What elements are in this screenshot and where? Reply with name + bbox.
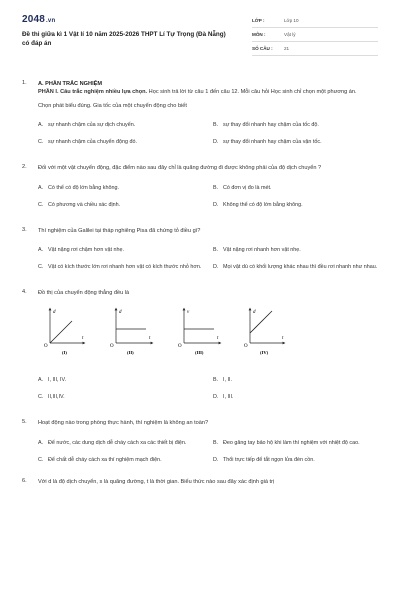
- option-a[interactable]: [38, 246, 205, 254]
- option-text: Không thể có độ lớn bằng không.: [223, 201, 303, 208]
- option-b[interactable]: [213, 246, 380, 254]
- meta-row-class: [252, 14, 378, 28]
- question-number: 6.: [22, 477, 27, 484]
- option-text: Có phương và chiều xác định.: [48, 201, 121, 208]
- origin-label: O: [110, 344, 114, 350]
- site-logo[interactable]: [22, 14, 55, 25]
- option-letter: B.: [213, 247, 219, 254]
- meta-value: Lớp 10: [284, 18, 299, 23]
- question-text: Đối với một vật chuyển động, đặc điểm nào sau đây chỉ là quãng đường đi được không phải của độ dịch chuyển ?: [38, 165, 322, 172]
- option-letter: C.: [38, 201, 44, 208]
- option-letter: D.: [213, 201, 219, 208]
- part-title: PHẦN I. Câu trắc nghiệm nhiều lựa chọn.: [38, 89, 148, 96]
- option-text: II,III,IV.: [48, 394, 65, 401]
- question-3: [22, 227, 380, 271]
- meta-label: SỐ CÂU :: [252, 46, 273, 51]
- page-header: [0, 0, 400, 60]
- origin-label: O: [244, 344, 248, 350]
- y-axis-label: d: [253, 310, 256, 316]
- option-letter: A.: [38, 377, 44, 384]
- part-instructions: [38, 88, 380, 96]
- answer-options: [38, 439, 380, 464]
- option-c[interactable]: [38, 138, 205, 146]
- y-axis-label: d: [53, 310, 56, 316]
- option-text: sự nhanh chậm của chuyển động đó.: [48, 139, 138, 146]
- option-text: Đeo găng tay bảo hộ khi làm thí nghiệm với nhiệt độ cao.: [223, 439, 360, 446]
- graph-label: (III): [195, 350, 204, 356]
- question-list: [22, 80, 380, 486]
- question-text: Hoạt động nào trong phòng thực hành, thí nghiệm là không an toàn?: [38, 420, 209, 427]
- motion-graphs-svg: [38, 301, 298, 365]
- graph-4: [244, 309, 284, 355]
- option-a[interactable]: [38, 439, 205, 447]
- logo-suffix-text: .vn: [46, 18, 56, 24]
- option-d[interactable]: [213, 263, 380, 271]
- meta-value: Vật lý: [284, 32, 296, 37]
- option-letter: A.: [38, 247, 44, 254]
- option-letter: C.: [38, 456, 44, 463]
- option-text: I, III.: [223, 394, 234, 401]
- option-b[interactable]: [213, 439, 380, 447]
- option-b[interactable]: [213, 376, 380, 384]
- meta-row-subject: [252, 28, 378, 42]
- option-d[interactable]: [213, 456, 380, 464]
- y-axis-label: d: [119, 310, 122, 316]
- option-a[interactable]: [38, 184, 205, 192]
- option-letter: B.: [213, 377, 219, 384]
- question-number: 1.: [22, 80, 27, 86]
- question-text: Đồ thị của chuyển động thẳng đều là: [38, 290, 130, 297]
- option-letter: C.: [38, 394, 44, 401]
- option-letter: A.: [38, 184, 44, 191]
- question-6: [22, 478, 380, 486]
- answer-options: [38, 121, 380, 146]
- meta-value: 21: [284, 46, 290, 51]
- exam-title: Đề thi giữa kì 1 Vật lí 10 năm 2025-2026 THPT Lí Tự Trọng (Đà Nẵng) có đáp án: [22, 31, 226, 47]
- option-letter: D.: [213, 394, 219, 401]
- graph-line: [50, 321, 72, 343]
- graph-label: (IV): [260, 350, 269, 356]
- y-axis-label: v: [187, 310, 190, 316]
- meta-row-count: [252, 42, 378, 56]
- option-letter: B.: [213, 439, 219, 446]
- graph-label: (I): [62, 350, 67, 356]
- option-text: Vật nặng rơi chậm hơn vật nhẹ.: [48, 247, 124, 254]
- option-a[interactable]: [38, 376, 205, 384]
- option-letter: D.: [213, 139, 219, 146]
- option-text: Để nước, các dung dịch dễ cháy cách xa các thiết bị điện.: [48, 439, 187, 446]
- logo-main-text: 2048: [22, 14, 46, 25]
- option-text: Để chất dễ cháy cách xa thí nghiệm mạch điện.: [48, 456, 162, 463]
- option-b[interactable]: [213, 184, 380, 192]
- x-axis-label: t: [217, 336, 219, 342]
- graph-1: [44, 309, 84, 355]
- graph-2: [110, 309, 152, 355]
- option-text: I, II.: [223, 377, 232, 384]
- question-1: [22, 80, 380, 146]
- question-2: [22, 164, 380, 208]
- option-text: Có thể có độ lớn bằng không.: [48, 184, 119, 191]
- answer-options: [38, 184, 380, 209]
- option-letter: D.: [213, 264, 219, 271]
- question-4: [22, 289, 380, 401]
- question-number: 4.: [22, 289, 27, 296]
- option-d[interactable]: [213, 393, 380, 401]
- option-text: sự thay đổi nhanh hay chậm của tốc độ.: [223, 122, 319, 129]
- option-letter: C.: [38, 139, 44, 146]
- question-text: Với d là độ dịch chuyển, s là quãng đường, t là thời gian. Biểu thức nào sau đây xác định giá trị: [38, 478, 275, 485]
- question-text: Thí nghiệm của Galilei tại tháp nghiêng Pisa đã chứng tỏ điều gì?: [38, 227, 201, 234]
- question-number: 3.: [22, 226, 27, 233]
- origin-label: O: [44, 344, 48, 350]
- option-text: I, III, IV.: [48, 377, 67, 384]
- option-a[interactable]: [38, 121, 205, 129]
- option-text: Có đơn vị đo là mét.: [223, 184, 272, 191]
- option-d[interactable]: [213, 201, 380, 209]
- meta-label: MÔN :: [252, 32, 266, 37]
- option-text: Mọi vật dù có khối lượng khác nhau thì đều rơi nhanh như nhau.: [223, 264, 378, 271]
- answer-options: [38, 246, 380, 271]
- option-letter: B.: [213, 184, 219, 191]
- x-axis-label: t: [82, 336, 84, 342]
- option-d[interactable]: [213, 138, 380, 146]
- x-axis-label: t: [282, 336, 284, 342]
- option-text: Vật có kích thước lớn rơi nhanh hơn vật có kích thước nhỏ hơn.: [48, 264, 202, 271]
- option-c[interactable]: [38, 263, 205, 271]
- option-text: Vật nặng rơi nhanh hơn vật nhẹ.: [223, 247, 301, 254]
- option-letter: A.: [38, 122, 44, 129]
- option-b[interactable]: [213, 121, 380, 129]
- meta-label: LỚP :: [252, 18, 265, 23]
- option-letter: D.: [213, 456, 219, 463]
- option-c[interactable]: [38, 393, 205, 401]
- graph-label: (II): [127, 350, 134, 356]
- option-c[interactable]: [38, 201, 205, 209]
- option-letter: C.: [38, 264, 44, 271]
- question-number: 5.: [22, 419, 27, 426]
- section-heading: A. PHẦN TRẮC NGHIỆM: [38, 81, 103, 87]
- answer-options: [38, 376, 380, 401]
- option-letter: B.: [213, 122, 219, 129]
- option-text: Thổi trực tiếp để tắt ngọn lửa đèn cồn.: [223, 456, 315, 463]
- question-number: 2.: [22, 164, 27, 171]
- origin-label: O: [178, 344, 182, 350]
- exam-meta: [252, 14, 378, 56]
- question-text: Chọn phát biểu đúng. Gia tốc của một chuyển động cho biết: [38, 102, 187, 109]
- question-5: [22, 419, 380, 463]
- option-text: sự nhanh chậm của sự dịch chuyển.: [48, 122, 136, 129]
- motion-graphs-figure: [38, 301, 380, 365]
- x-axis-label: t: [149, 336, 151, 342]
- graph-3: [178, 309, 220, 355]
- option-text: sự thay đổi nhanh hay chậm của vận tốc.: [223, 139, 322, 146]
- part-rest: Học sinh trả lời từ câu 1 đến câu 12. Mỗi câu hỏi Học sinh chỉ chọn một phương án.: [147, 89, 357, 96]
- option-c[interactable]: [38, 456, 205, 464]
- option-letter: A.: [38, 439, 44, 446]
